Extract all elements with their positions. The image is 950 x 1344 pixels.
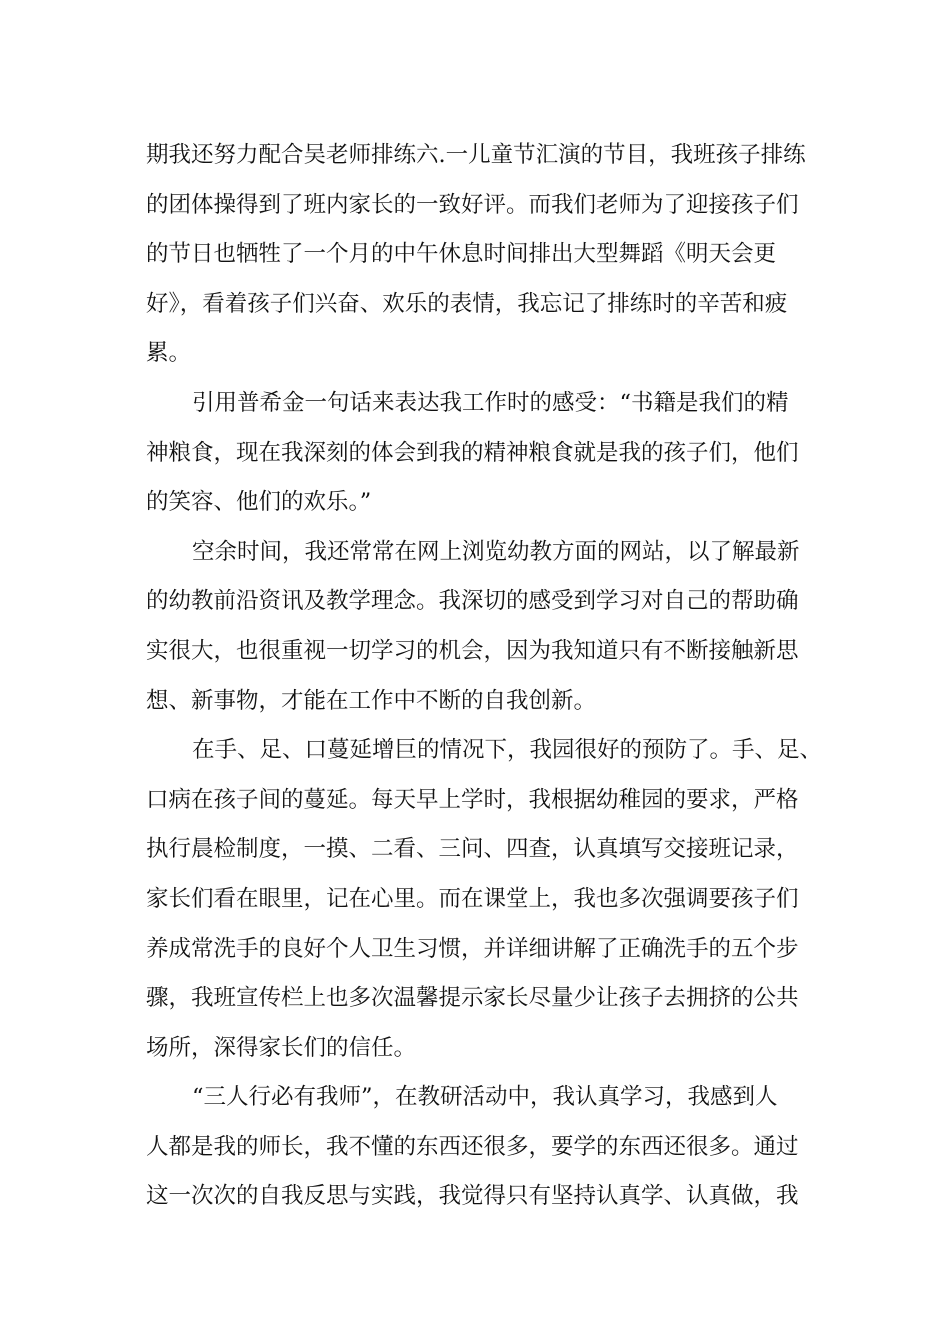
paragraph-first-line: 引用普希金一句话来表达我工作时的感受：“书籍是我们的精 (192, 389, 789, 416)
text-line: 的节日也牺牲了一个月的中午休息时间排出大型舞蹈《明天会更 (146, 241, 777, 268)
text-line: 这一次次的自我反思与实践，我觉得只有坚持认真学、认真做，我 (146, 1183, 799, 1210)
text-line: 神粮食，现在我深刻的体会到我的精神粮食就是我的孩子们，他们 (146, 439, 799, 466)
text-line: 想、新事物，才能在工作中不断的自我创新。 (146, 687, 597, 714)
text-line: 好》，看着孩子们兴奋、欢乐的表情，我忘记了排练时的辛苦和疲 (146, 290, 788, 317)
text-line: 执行晨检制度，一摸、二看、三问、四查，认真填写交接班记录， (146, 836, 799, 863)
paragraph-first-line: 空余时间，我还常常在网上浏览幼教方面的网站，以了解最新 (192, 538, 800, 565)
text-line: 骤，我班宣传栏上也多次温馨提示家长尽量少让孩子去拥挤的公共 (146, 985, 799, 1012)
text-line: 家长们看在眼里，记在心里。而在课堂上，我也多次强调要孩子们 (146, 885, 799, 912)
text-line: 的幼教前沿资讯及教学理念。我深切的感受到学习对自己的帮助确 (146, 588, 799, 615)
text-line: 的团体操得到了班内家长的一致好评。而我们老师为了迎接孩子们 (146, 191, 799, 218)
paragraph-first-line: 在手、足、口蔓延增巨的情况下，我园很好的预防了。手、足、 (192, 737, 823, 764)
text-line: 人都是我的师长，我不懂的东西还很多，要学的东西还很多。通过 (146, 1133, 799, 1160)
document-body (146, 131, 838, 1222)
paragraph-first-line: “三人行必有我师”，在教研活动中，我认真学习，我感到人 (192, 1084, 778, 1111)
text-line: 实很大，也很重视一切学习的机会，因为我知道只有不断接触新思 (146, 637, 799, 664)
text-line: 的笑容、他们的欢乐。” (146, 489, 372, 516)
text-line: 期我还努力配合吴老师排练六.一儿童节汇演的节目，我班孩子排练 (146, 142, 806, 168)
text-line: 养成常洗手的良好个人卫生习惯，并详细讲解了正确洗手的五个步 (146, 935, 799, 962)
text-line: 累。 (146, 340, 192, 367)
text-line: 口病在孩子间的蔓延。每天早上学时，我根据幼稚园的要求，严格 (146, 786, 799, 813)
text-line: 场所，深得家长们的信任。 (146, 1034, 417, 1061)
